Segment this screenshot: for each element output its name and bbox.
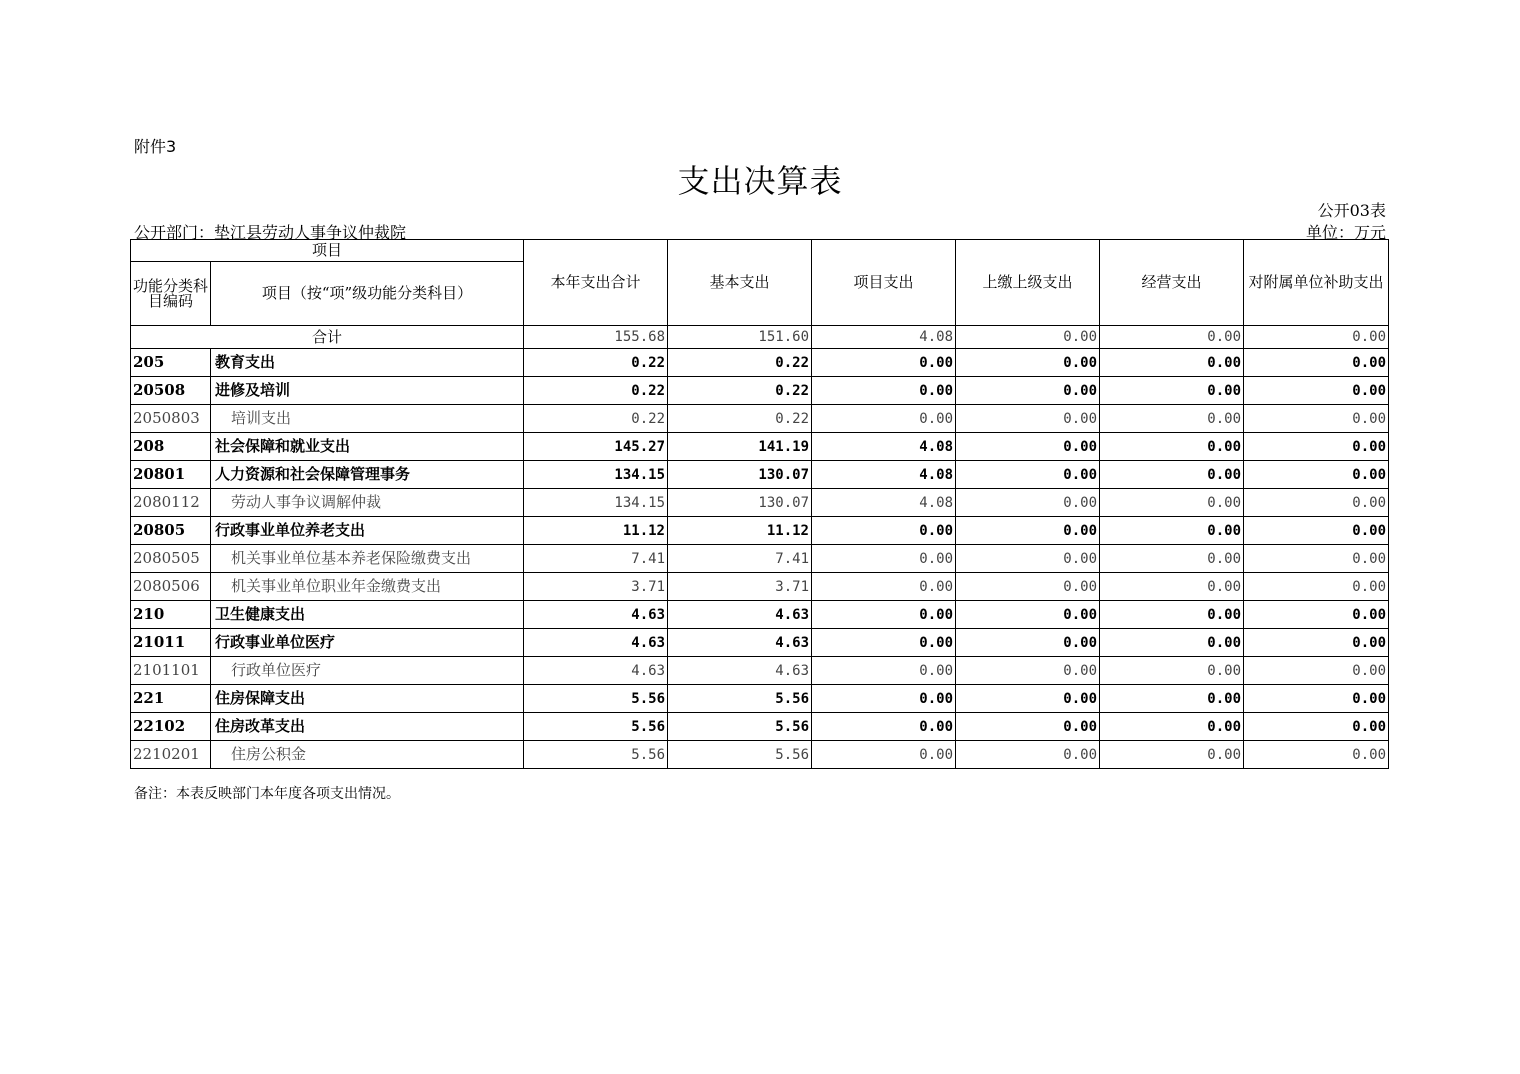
row-value: 0.00 [1244,461,1389,489]
row-value: 0.00 [956,433,1100,461]
row-name: 进修及培训 [211,377,524,405]
row-value: 0.22 [524,377,668,405]
row-value: 0.00 [1100,601,1244,629]
total-value: 155.68 [524,326,668,349]
row-value: 0.00 [1100,349,1244,377]
total-value: 4.08 [812,326,956,349]
row-name: 住房保障支出 [211,685,524,713]
table-row [131,601,1389,629]
table-row [131,349,1389,377]
row-value: 3.71 [668,573,812,601]
row-value: 5.56 [524,713,668,741]
row-value: 4.63 [668,601,812,629]
form-code: 公开03表 [1317,201,1386,220]
total-value: 0.00 [956,326,1100,349]
row-value: 0.00 [1244,545,1389,573]
row-name: 行政事业单位医疗 [211,629,524,657]
row-value: 0.22 [524,405,668,433]
row-name: 劳动人事争议调解仲裁 [211,489,524,517]
row-code: 2050803 [131,405,211,433]
row-value: 3.71 [524,573,668,601]
row-value: 0.00 [956,685,1100,713]
row-value: 145.27 [524,433,668,461]
row-value: 0.00 [812,741,956,769]
header-subsidy: 对附属单位补助支出 [1244,240,1389,326]
row-value: 0.00 [956,405,1100,433]
header-name: 项目（按“项”级功能分类科目） [211,262,524,326]
row-value: 0.00 [956,713,1100,741]
row-code: 20508 [131,377,211,405]
total-row [131,326,1389,349]
row-value: 5.56 [524,685,668,713]
row-value: 134.15 [524,489,668,517]
attachment-label: 附件3 [134,137,177,156]
department-label: 公开部门：垫江县劳动人事争议仲裁院 [134,223,407,242]
row-name: 卫生健康支出 [211,601,524,629]
row-value: 0.00 [956,349,1100,377]
total-value: 151.60 [668,326,812,349]
total-value: 0.00 [1100,326,1244,349]
row-value: 0.00 [1244,377,1389,405]
row-value: 0.22 [668,377,812,405]
row-value: 130.07 [668,489,812,517]
total-value: 0.00 [1244,326,1389,349]
row-value: 0.00 [1100,433,1244,461]
row-value: 0.00 [1100,713,1244,741]
table-row [131,713,1389,741]
header-business: 经营支出 [1100,240,1244,326]
row-value: 0.00 [812,685,956,713]
row-code: 208 [131,433,211,461]
row-value: 0.00 [956,461,1100,489]
row-name: 教育支出 [211,349,524,377]
row-value: 141.19 [668,433,812,461]
table-row [131,517,1389,545]
row-value: 0.00 [1244,573,1389,601]
row-value: 0.00 [1244,349,1389,377]
row-value: 0.00 [1100,405,1244,433]
row-name: 机关事业单位职业年金缴费支出 [211,573,524,601]
row-value: 7.41 [524,545,668,573]
row-value: 0.00 [812,713,956,741]
row-value: 0.00 [812,517,956,545]
row-value: 0.00 [1100,629,1244,657]
row-value: 0.00 [812,349,956,377]
row-value: 0.00 [812,629,956,657]
row-value: 0.00 [1100,545,1244,573]
row-value: 130.07 [668,461,812,489]
row-value: 0.00 [812,545,956,573]
page-title: 支出决算表 [677,162,843,200]
row-name: 行政事业单位养老支出 [211,517,524,545]
row-value: 0.00 [1244,433,1389,461]
row-code: 20805 [131,517,211,545]
row-value: 0.00 [956,377,1100,405]
row-code: 22102 [131,713,211,741]
row-name: 人力资源和社会保障管理事务 [211,461,524,489]
row-value: 4.63 [668,629,812,657]
row-value: 0.00 [956,657,1100,685]
expenditure-table [130,239,1389,769]
row-value: 134.15 [524,461,668,489]
table-row [131,405,1389,433]
row-value: 0.22 [524,349,668,377]
row-code: 20801 [131,461,211,489]
row-value: 5.56 [668,741,812,769]
table-row [131,629,1389,657]
footnote: 备注：本表反映部门本年度各项支出情况。 [134,786,400,802]
header-total: 本年支出合计 [524,240,668,326]
row-value: 0.00 [956,629,1100,657]
header-project-group: 项目 [131,240,524,262]
row-code: 2080505 [131,545,211,573]
row-value: 0.00 [1244,657,1389,685]
row-value: 0.00 [1244,685,1389,713]
row-value: 0.00 [956,601,1100,629]
row-value: 0.00 [1100,657,1244,685]
row-value: 0.00 [1244,517,1389,545]
row-value: 0.00 [1100,461,1244,489]
row-value: 0.22 [668,405,812,433]
row-code: 210 [131,601,211,629]
table-row [131,377,1389,405]
unit-label: 单位：万元 [1305,223,1386,242]
row-code: 205 [131,349,211,377]
row-value: 0.00 [956,517,1100,545]
row-value: 0.00 [1244,601,1389,629]
row-value: 4.63 [524,657,668,685]
table-row [131,685,1389,713]
header-basic: 基本支出 [668,240,812,326]
row-value: 0.00 [812,657,956,685]
row-name: 住房公积金 [211,741,524,769]
row-value: 4.08 [812,461,956,489]
header-upper: 上缴上级支出 [956,240,1100,326]
row-value: 0.00 [1100,489,1244,517]
row-value: 0.00 [812,377,956,405]
row-value: 4.63 [524,629,668,657]
row-value: 7.41 [668,545,812,573]
row-value: 11.12 [524,517,668,545]
row-value: 4.63 [668,657,812,685]
row-value: 0.00 [956,489,1100,517]
row-code: 2080112 [131,489,211,517]
row-value: 0.00 [812,573,956,601]
table-row [131,489,1389,517]
row-value: 0.00 [956,545,1100,573]
row-value: 0.00 [1244,629,1389,657]
row-code: 21011 [131,629,211,657]
row-name: 社会保障和就业支出 [211,433,524,461]
row-code: 2080506 [131,573,211,601]
row-value: 0.00 [1244,741,1389,769]
row-value: 11.12 [668,517,812,545]
row-name: 住房改革支出 [211,713,524,741]
row-value: 0.00 [812,405,956,433]
header-project: 项目支出 [812,240,956,326]
row-value: 4.08 [812,433,956,461]
row-value: 0.00 [956,741,1100,769]
table-row [131,545,1389,573]
row-value: 0.00 [812,601,956,629]
row-value: 0.00 [1244,713,1389,741]
row-code: 2101101 [131,657,211,685]
table-row [131,741,1389,769]
table-row [131,461,1389,489]
row-name: 行政单位医疗 [211,657,524,685]
row-value: 0.22 [668,349,812,377]
table-row [131,573,1389,601]
row-value: 0.00 [1244,405,1389,433]
row-code: 2210201 [131,741,211,769]
row-name: 机关事业单位基本养老保险缴费支出 [211,545,524,573]
row-value: 0.00 [1100,741,1244,769]
table-row [131,657,1389,685]
table-row [131,433,1389,461]
row-name: 培训支出 [211,405,524,433]
row-value: 0.00 [1100,685,1244,713]
row-value: 0.00 [1244,489,1389,517]
row-value: 5.56 [668,685,812,713]
row-value: 0.00 [1100,517,1244,545]
row-value: 5.56 [524,741,668,769]
row-value: 4.63 [524,601,668,629]
row-value: 0.00 [1100,573,1244,601]
total-label: 合计 [131,326,524,349]
header-code: 功能分类科目编码 [131,262,211,326]
row-value: 0.00 [956,573,1100,601]
row-value: 0.00 [1100,377,1244,405]
row-code: 221 [131,685,211,713]
row-value: 5.56 [668,713,812,741]
row-value: 4.08 [812,489,956,517]
